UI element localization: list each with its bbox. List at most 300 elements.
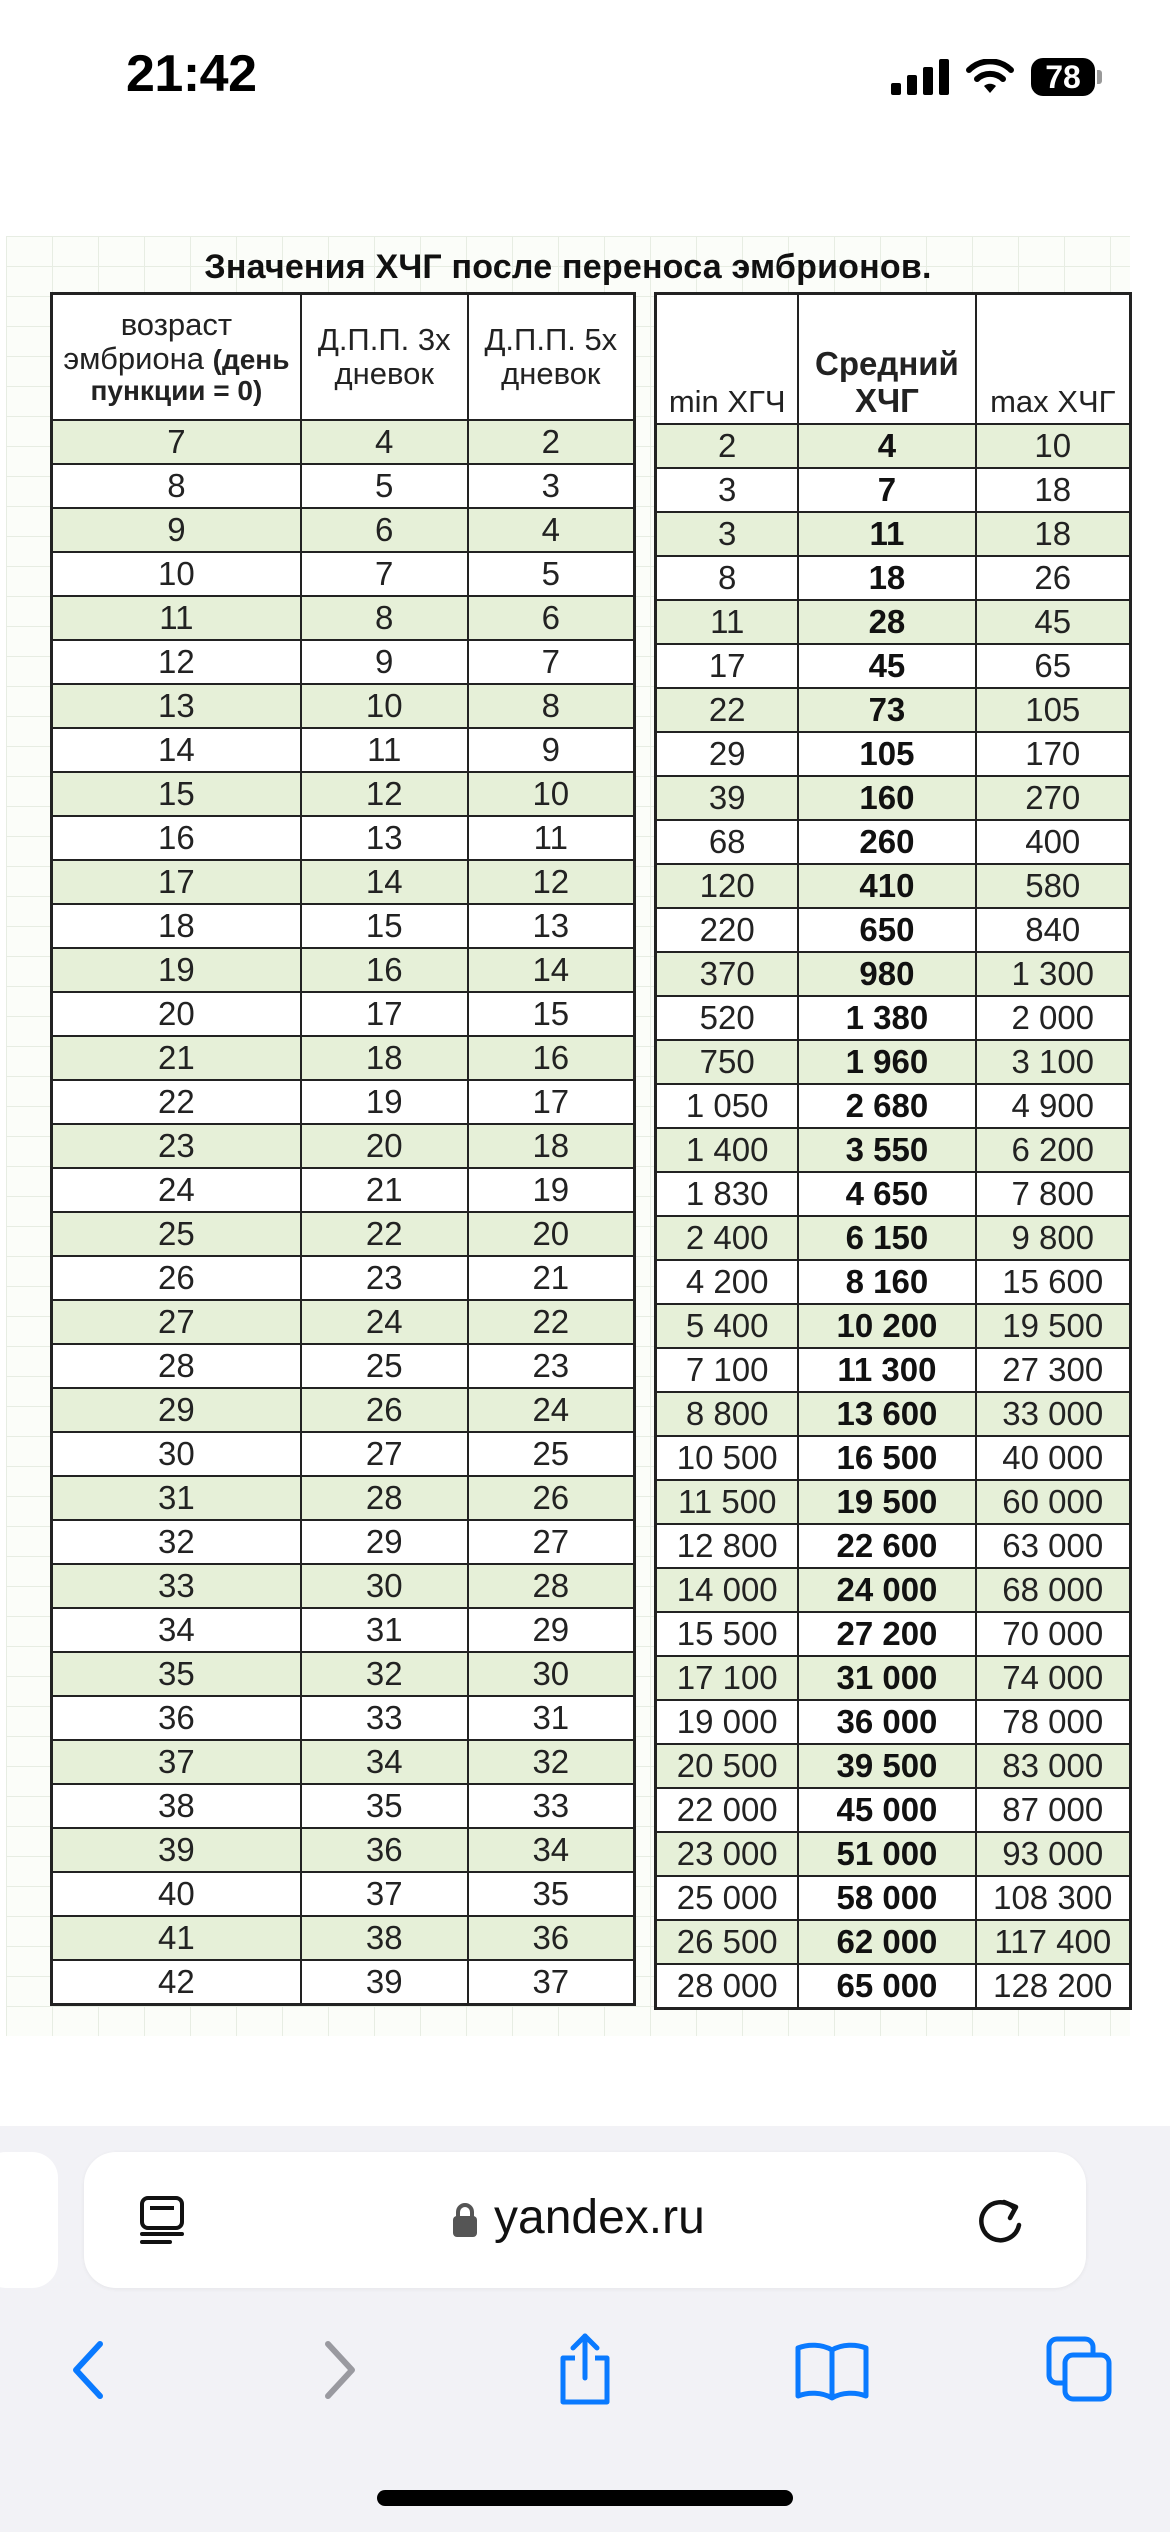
cell-min-hcg: 1 830 [656,1172,799,1216]
cell-dpp5: 14 [468,948,635,992]
cell-dpp5: 22 [468,1300,635,1344]
table-row [656,776,1131,820]
table-row [656,1260,1131,1304]
cell-max-hcg: 63 000 [976,1524,1131,1568]
cell-dpp3: 24 [301,1300,468,1344]
cell-min-hcg: 11 [656,600,799,644]
cell-embryo-age: 18 [52,904,301,948]
cell-embryo-age: 34 [52,1608,301,1652]
sheet-title: Значения ХЧГ после переноса эмбрионов. [204,248,932,286]
cell-min-hcg: 7 100 [656,1348,799,1392]
bookmarks-button[interactable] [788,2326,876,2414]
cell-embryo-age: 31 [52,1476,301,1520]
cell-min-hcg: 22 [656,688,799,732]
cell-dpp5: 10 [468,772,635,816]
cell-min-hcg: 14 000 [656,1568,799,1612]
cell-dpp5: 33 [468,1784,635,1828]
table-row [52,1080,635,1124]
cell-dpp3: 16 [301,948,468,992]
table-row [52,1696,635,1740]
cell-min-hcg: 28 000 [656,1964,799,2009]
cell-min-hcg: 220 [656,908,799,952]
cell-mean-hcg: 19 500 [798,1480,975,1524]
table-row [656,1084,1131,1128]
cell-dpp3: 19 [301,1080,468,1124]
cell-max-hcg: 68 000 [976,1568,1131,1612]
lock-icon [452,2202,478,2238]
cell-max-hcg: 18 [976,512,1131,556]
cell-min-hcg: 23 000 [656,1832,799,1876]
cell-dpp3: 25 [301,1344,468,1388]
cell-dpp5: 12 [468,860,635,904]
cell-max-hcg: 580 [976,864,1131,908]
cell-dpp3: 18 [301,1036,468,1080]
table-row [656,952,1131,996]
table-row [52,464,635,508]
cell-embryo-age: 19 [52,948,301,992]
table-row [52,992,635,1036]
cell-dpp5: 2 [468,420,635,464]
cell-dpp5: 19 [468,1168,635,1212]
cell-embryo-age: 11 [52,596,301,640]
header-min-hcg: min ХГЧ [656,294,799,425]
header-embryo-age [52,294,301,421]
cell-mean-hcg: 45 000 [798,1788,975,1832]
cell-dpp3: 14 [301,860,468,904]
header-max-hcg: max ХЧГ [976,294,1131,425]
cell-embryo-age: 9 [52,508,301,552]
cell-dpp3: 12 [301,772,468,816]
embryo-age-table-body [52,420,635,2005]
table-row [656,1172,1131,1216]
table-row [52,728,635,772]
table-row [656,732,1131,776]
cell-mean-hcg: 22 600 [798,1524,975,1568]
cell-max-hcg: 400 [976,820,1131,864]
header-age-line3: пункции = 0) [90,374,263,406]
table-row [52,1168,635,1212]
cell-dpp5: 24 [468,1388,635,1432]
cell-mean-hcg: 1 380 [798,996,975,1040]
cell-embryo-age: 14 [52,728,301,772]
table-row [656,1876,1131,1920]
table-row [52,1256,635,1300]
table-row [656,644,1131,688]
table-row [52,1652,635,1696]
cell-dpp3: 15 [301,904,468,948]
cell-min-hcg: 12 800 [656,1524,799,1568]
table-row [656,424,1131,468]
header-dpp5 [468,294,635,421]
cell-mean-hcg: 62 000 [798,1920,975,1964]
cell-min-hcg: 3 [656,512,799,556]
back-button[interactable] [44,2326,132,2414]
cell-dpp5: 26 [468,1476,635,1520]
table-row [656,1744,1131,1788]
cell-dpp3: 34 [301,1740,468,1784]
cell-dpp5: 31 [468,1696,635,1740]
table-row [52,1432,635,1476]
table-row [52,1872,635,1916]
table-row [656,1436,1131,1480]
embryo-age-table [50,292,636,2006]
forward-icon [318,2338,362,2402]
cell-dpp5: 4 [468,508,635,552]
table-row [656,820,1131,864]
table-row [52,860,635,904]
cell-max-hcg: 26 [976,556,1131,600]
header-dpp3-line2: дневок [334,356,434,391]
table-row [656,1480,1131,1524]
cell-min-hcg: 8 800 [656,1392,799,1436]
table-row [656,1612,1131,1656]
cell-embryo-age: 32 [52,1520,301,1564]
battery-level: 78 [1031,58,1095,96]
cell-min-hcg: 2 400 [656,1216,799,1260]
cell-dpp5: 16 [468,1036,635,1080]
cell-min-hcg: 4 200 [656,1260,799,1304]
web-content[interactable] [0,236,1170,2036]
hcg-spreadsheet-image [6,236,1130,2036]
cell-embryo-age: 30 [52,1432,301,1476]
cell-embryo-age: 15 [52,772,301,816]
cell-min-hcg: 29 [656,732,799,776]
cell-embryo-age: 38 [52,1784,301,1828]
cell-dpp5: 30 [468,1652,635,1696]
cell-mean-hcg: 7 [798,468,975,512]
cell-min-hcg: 19 000 [656,1700,799,1744]
browser-chrome [0,2126,1170,2532]
forward-button[interactable] [296,2326,384,2414]
header-dpp3-line1: Д.П.П. 3х [317,321,451,357]
cell-embryo-age: 12 [52,640,301,684]
cell-mean-hcg: 73 [798,688,975,732]
cell-max-hcg: 40 000 [976,1436,1131,1480]
tabs-button[interactable] [1036,2326,1124,2414]
cell-embryo-age: 35 [52,1652,301,1696]
cell-min-hcg: 750 [656,1040,799,1084]
cell-dpp3: 39 [301,1960,468,2005]
header-mean-hcg [798,294,975,425]
cell-min-hcg: 26 500 [656,1920,799,1964]
header-dpp5-line1: Д.П.П. 5х [484,321,618,357]
cell-embryo-age: 29 [52,1388,301,1432]
cell-max-hcg: 105 [976,688,1131,732]
cell-dpp3: 33 [301,1696,468,1740]
cell-max-hcg: 3 100 [976,1040,1131,1084]
battery-tip [1097,70,1102,84]
cell-mean-hcg: 11 300 [798,1348,975,1392]
cell-dpp3: 28 [301,1476,468,1520]
cell-min-hcg: 17 [656,644,799,688]
cell-max-hcg: 270 [976,776,1131,820]
table-row [52,1212,635,1256]
cell-mean-hcg: 11 [798,512,975,556]
bookmarks-icon [794,2338,870,2402]
cell-dpp5: 21 [468,1256,635,1300]
cell-mean-hcg: 45 [798,644,975,688]
table-row [656,1920,1131,1964]
cell-min-hcg: 1 400 [656,1128,799,1172]
table-row [52,1564,635,1608]
header-age-line2b: (день [212,343,290,375]
cell-embryo-age: 7 [52,420,301,464]
cell-dpp3: 6 [301,508,468,552]
cell-dpp5: 37 [468,1960,635,2005]
cell-dpp5: 35 [468,1872,635,1916]
cell-mean-hcg: 3 550 [798,1128,975,1172]
cell-dpp5: 29 [468,1608,635,1652]
cell-dpp3: 36 [301,1828,468,1872]
cell-max-hcg: 15 600 [976,1260,1131,1304]
table-row [52,1740,635,1784]
cell-embryo-age: 17 [52,860,301,904]
table-row [52,948,635,992]
cell-dpp5: 17 [468,1080,635,1124]
cell-max-hcg: 83 000 [976,1744,1131,1788]
table-row [52,1300,635,1344]
table-row [52,596,635,640]
table-row [52,816,635,860]
header-row [52,294,635,421]
cell-embryo-age: 22 [52,1080,301,1124]
cell-dpp5: 32 [468,1740,635,1784]
table-row [52,1476,635,1520]
cell-max-hcg: 9 800 [976,1216,1131,1260]
header-age-line2a: эмбриона [63,340,213,376]
cell-min-hcg: 520 [656,996,799,1040]
cell-mean-hcg: 105 [798,732,975,776]
cell-mean-hcg: 31 000 [798,1656,975,1700]
cell-dpp5: 20 [468,1212,635,1256]
cell-embryo-age: 13 [52,684,301,728]
cell-min-hcg: 22 000 [656,1788,799,1832]
cell-max-hcg: 60 000 [976,1480,1131,1524]
cell-dpp3: 37 [301,1872,468,1916]
cell-mean-hcg: 260 [798,820,975,864]
status-time: 21:42 [126,45,257,103]
status-bar [0,0,1170,150]
table-row [656,1788,1131,1832]
cell-mean-hcg: 1 960 [798,1040,975,1084]
cell-embryo-age: 28 [52,1344,301,1388]
table-row [52,1784,635,1828]
cell-dpp5: 27 [468,1520,635,1564]
cell-mean-hcg: 24 000 [798,1568,975,1612]
cell-max-hcg: 33 000 [976,1392,1131,1436]
cell-embryo-age: 37 [52,1740,301,1784]
cell-min-hcg: 10 500 [656,1436,799,1480]
cell-embryo-age: 23 [52,1124,301,1168]
cell-max-hcg: 78 000 [976,1700,1131,1744]
cell-max-hcg: 128 200 [976,1964,1131,2009]
cell-max-hcg: 117 400 [976,1920,1131,1964]
cell-min-hcg: 11 500 [656,1480,799,1524]
cell-max-hcg: 2 000 [976,996,1131,1040]
cell-mean-hcg: 650 [798,908,975,952]
cell-mean-hcg: 980 [798,952,975,996]
cell-min-hcg: 39 [656,776,799,820]
cell-dpp5: 23 [468,1344,635,1388]
share-icon [553,2332,617,2408]
table-row [656,688,1131,732]
cell-mean-hcg: 10 200 [798,1304,975,1348]
cell-embryo-age: 8 [52,464,301,508]
cell-embryo-age: 20 [52,992,301,1036]
cell-min-hcg: 370 [656,952,799,996]
cell-max-hcg: 7 800 [976,1172,1131,1216]
table-row [656,1700,1131,1744]
table-row [656,1348,1131,1392]
battery-icon [1031,58,1102,96]
cell-dpp3: 10 [301,684,468,728]
cell-mean-hcg: 13 600 [798,1392,975,1436]
cell-min-hcg: 3 [656,468,799,512]
cell-max-hcg: 1 300 [976,952,1131,996]
reader-mode-icon[interactable] [136,2194,188,2246]
home-indicator[interactable] [377,2490,793,2506]
wifi-icon [965,59,1015,95]
cell-embryo-age: 41 [52,1916,301,1960]
cell-max-hcg: 65 [976,644,1131,688]
cell-embryo-age: 24 [52,1168,301,1212]
header-age-line2 [53,342,300,376]
browser-toolbar [0,2308,1170,2428]
cell-max-hcg: 87 000 [976,1788,1131,1832]
cell-max-hcg: 840 [976,908,1131,952]
cell-max-hcg: 74 000 [976,1656,1131,1700]
cell-dpp5: 36 [468,1916,635,1960]
header-mean-line2: ХЧГ [854,381,919,419]
cell-min-hcg: 25 000 [656,1876,799,1920]
cell-mean-hcg: 58 000 [798,1876,975,1920]
cell-min-hcg: 5 400 [656,1304,799,1348]
cell-dpp3: 4 [301,420,468,464]
table-row [52,904,635,948]
cell-mean-hcg: 51 000 [798,1832,975,1876]
cell-embryo-age: 21 [52,1036,301,1080]
cell-min-hcg: 17 100 [656,1656,799,1700]
table-row [656,1568,1131,1612]
reload-icon[interactable] [974,2194,1028,2248]
cell-dpp5: 25 [468,1432,635,1476]
table-row [656,1392,1131,1436]
cell-dpp3: 7 [301,552,468,596]
table-row [656,996,1131,1040]
table-row [52,1608,635,1652]
cell-dpp3: 26 [301,1388,468,1432]
table-row [656,468,1131,512]
table-row [656,600,1131,644]
cell-mean-hcg: 28 [798,600,975,644]
table-row [52,1520,635,1564]
table-row [52,1124,635,1168]
table-row [52,1344,635,1388]
cell-max-hcg: 19 500 [976,1304,1131,1348]
cell-dpp3: 17 [301,992,468,1036]
cell-mean-hcg: 65 000 [798,1964,975,2009]
table-row [656,1304,1131,1348]
cell-embryo-age: 40 [52,1872,301,1916]
cell-dpp3: 23 [301,1256,468,1300]
table-row [656,556,1131,600]
cell-mean-hcg: 18 [798,556,975,600]
header-row [656,294,1131,425]
table-row [52,1036,635,1080]
back-icon [66,2338,110,2402]
table-row [52,1960,635,2005]
share-button[interactable] [541,2326,629,2414]
cell-dpp3: 35 [301,1784,468,1828]
cell-dpp3: 32 [301,1652,468,1696]
table-row [52,1388,635,1432]
table-row [52,772,635,816]
header-dpp5-line2: дневок [501,356,601,391]
cell-max-hcg: 70 000 [976,1612,1131,1656]
cell-min-hcg: 68 [656,820,799,864]
cell-dpp3: 9 [301,640,468,684]
cell-embryo-age: 26 [52,1256,301,1300]
address-text[interactable]: yandex.ru [494,2191,705,2244]
cell-mean-hcg: 410 [798,864,975,908]
cell-dpp5: 7 [468,640,635,684]
address-bar[interactable] [84,2152,1086,2288]
cell-dpp5: 9 [468,728,635,772]
table-row [656,1216,1131,1260]
cell-dpp5: 8 [468,684,635,728]
table-row [656,1128,1131,1172]
status-icons [891,58,1102,96]
cell-min-hcg: 15 500 [656,1612,799,1656]
cell-dpp3: 31 [301,1608,468,1652]
cell-dpp3: 38 [301,1916,468,1960]
cell-dpp5: 18 [468,1124,635,1168]
cell-dpp5: 28 [468,1564,635,1608]
table-row [656,1656,1131,1700]
cell-embryo-age: 10 [52,552,301,596]
cell-mean-hcg: 36 000 [798,1700,975,1744]
cell-max-hcg: 45 [976,600,1131,644]
cell-embryo-age: 25 [52,1212,301,1256]
cell-min-hcg: 1 050 [656,1084,799,1128]
cell-dpp3: 30 [301,1564,468,1608]
table-row [52,508,635,552]
cell-min-hcg: 2 [656,424,799,468]
cell-dpp3: 8 [301,596,468,640]
cell-mean-hcg: 4 650 [798,1172,975,1216]
cell-dpp3: 13 [301,816,468,860]
cell-dpp3: 5 [301,464,468,508]
cell-dpp3: 27 [301,1432,468,1476]
cell-min-hcg: 120 [656,864,799,908]
table-row [52,1916,635,1960]
table-row [52,420,635,464]
hcg-values-table-body [656,424,1131,2009]
cell-mean-hcg: 6 150 [798,1216,975,1260]
cell-dpp3: 29 [301,1520,468,1564]
table-row [52,640,635,684]
cell-dpp5: 34 [468,1828,635,1872]
table-row [52,552,635,596]
cell-max-hcg: 6 200 [976,1128,1131,1172]
previous-tab-card[interactable] [0,2152,58,2288]
header-age-line1: возраст [120,306,233,342]
cell-dpp5: 11 [468,816,635,860]
cell-max-hcg: 170 [976,732,1131,776]
cell-mean-hcg: 39 500 [798,1744,975,1788]
cell-dpp5: 3 [468,464,635,508]
table-row [656,1832,1131,1876]
